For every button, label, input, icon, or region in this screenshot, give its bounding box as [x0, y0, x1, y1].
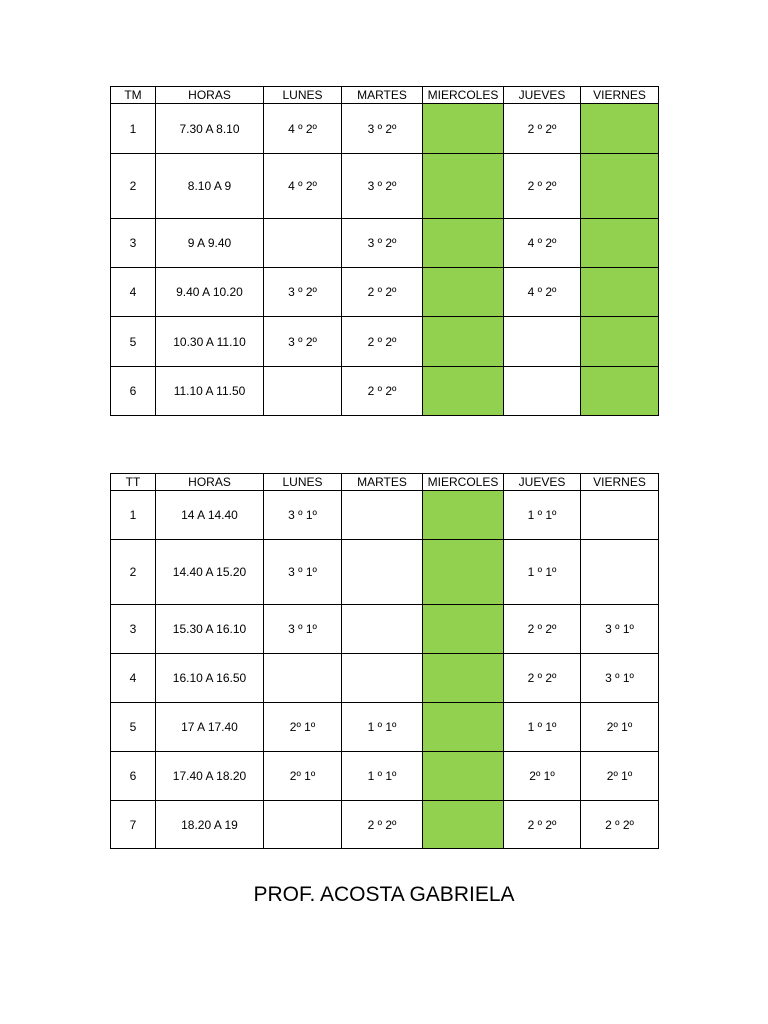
cell-viernes: 3 º 1º	[581, 605, 659, 654]
cell-jueves	[504, 367, 581, 416]
cell-lunes	[264, 654, 342, 703]
cell-hours: 17.40 A 18.20	[156, 752, 264, 801]
cell-hours: 11.10 A 11.50	[156, 367, 264, 416]
header-jueves: JUEVES	[504, 474, 581, 491]
table-row	[111, 154, 659, 219]
header-martes: MARTES	[342, 474, 423, 491]
table-row	[111, 752, 659, 801]
cell-jueves: 2º 1º	[504, 752, 581, 801]
cell-lunes: 3 º 2º	[264, 268, 342, 317]
cell-num: 3	[111, 605, 156, 654]
cell-martes	[342, 540, 423, 605]
cell-hours: 9 A 9.40	[156, 219, 264, 268]
cell-num: 4	[111, 654, 156, 703]
afternoon-schedule-table	[110, 473, 659, 849]
cell-viernes	[581, 317, 659, 367]
cell-jueves: 4 º 2º	[504, 268, 581, 317]
table-row	[111, 540, 659, 605]
cell-martes: 1 º 1º	[342, 703, 423, 752]
cell-hours: 15.30 A 16.10	[156, 605, 264, 654]
cell-hours: 17 A 17.40	[156, 703, 264, 752]
cell-miercoles	[423, 367, 504, 416]
table-row	[111, 317, 659, 367]
table-row	[111, 801, 659, 849]
table-row	[111, 367, 659, 416]
header-martes: MARTES	[342, 87, 423, 104]
cell-num: 5	[111, 703, 156, 752]
cell-lunes	[264, 219, 342, 268]
table-row	[111, 605, 659, 654]
cell-hours: 7.30 A 8.10	[156, 104, 264, 154]
cell-martes	[342, 491, 423, 540]
cell-viernes	[581, 154, 659, 219]
cell-lunes: 2º 1º	[264, 703, 342, 752]
cell-miercoles	[423, 219, 504, 268]
cell-miercoles	[423, 654, 504, 703]
cell-hours: 14 A 14.40	[156, 491, 264, 540]
cell-lunes: 4 º 2º	[264, 104, 342, 154]
cell-num: 2	[111, 154, 156, 219]
cell-miercoles	[423, 801, 504, 849]
cell-viernes	[581, 104, 659, 154]
cell-martes: 2 º 2º	[342, 317, 423, 367]
cell-lunes: 2º 1º	[264, 752, 342, 801]
cell-viernes	[581, 219, 659, 268]
cell-num: 4	[111, 268, 156, 317]
table-row	[111, 703, 659, 752]
cell-martes: 3 º 2º	[342, 219, 423, 268]
cell-martes: 2 º 2º	[342, 367, 423, 416]
cell-martes: 3 º 2º	[342, 154, 423, 219]
table-row	[111, 491, 659, 540]
cell-num: 7	[111, 801, 156, 849]
cell-lunes	[264, 801, 342, 849]
cell-jueves: 2 º 2º	[504, 605, 581, 654]
cell-jueves: 2 º 2º	[504, 801, 581, 849]
cell-hours: 16.10 A 16.50	[156, 654, 264, 703]
cell-viernes: 2º 1º	[581, 703, 659, 752]
cell-viernes: 3 º 1º	[581, 654, 659, 703]
cell-jueves: 2 º 2º	[504, 104, 581, 154]
cell-num: 2	[111, 540, 156, 605]
cell-miercoles	[423, 752, 504, 801]
morning-schedule-table	[110, 86, 659, 416]
cell-num: 5	[111, 317, 156, 367]
cell-hours: 10.30 A 11.10	[156, 317, 264, 367]
cell-num: 6	[111, 752, 156, 801]
header-hours: HORAS	[156, 87, 264, 104]
cell-martes: 1 º 1º	[342, 752, 423, 801]
cell-viernes	[581, 367, 659, 416]
header-lunes: LUNES	[264, 87, 342, 104]
header-hours: HORAS	[156, 474, 264, 491]
cell-miercoles	[423, 703, 504, 752]
cell-martes	[342, 654, 423, 703]
cell-viernes: 2º 1º	[581, 752, 659, 801]
cell-lunes: 4 º 2º	[264, 154, 342, 219]
cell-martes	[342, 605, 423, 654]
header-shift: TM	[111, 87, 156, 104]
teacher-signature: PROF. ACOSTA GABRIELA	[253, 883, 515, 906]
cell-hours: 8.10 A 9	[156, 154, 264, 219]
cell-martes: 2 º 2º	[342, 268, 423, 317]
cell-lunes: 3 º 1º	[264, 605, 342, 654]
cell-jueves: 4 º 2º	[504, 219, 581, 268]
table-header-row	[111, 474, 659, 491]
cell-miercoles	[423, 104, 504, 154]
header-viernes: VIERNES	[581, 474, 659, 491]
cell-miercoles	[423, 154, 504, 219]
table-row	[111, 268, 659, 317]
cell-miercoles	[423, 268, 504, 317]
cell-jueves: 1 º 1º	[504, 703, 581, 752]
header-miercoles: MIERCOLES	[423, 87, 504, 104]
cell-martes: 2 º 2º	[342, 801, 423, 849]
cell-martes: 3 º 2º	[342, 104, 423, 154]
cell-jueves: 1 º 1º	[504, 491, 581, 540]
cell-num: 6	[111, 367, 156, 416]
cell-lunes: 3 º 1º	[264, 540, 342, 605]
header-miercoles: MIERCOLES	[423, 474, 504, 491]
cell-hours: 14.40 A 15.20	[156, 540, 264, 605]
cell-lunes	[264, 367, 342, 416]
cell-num: 3	[111, 219, 156, 268]
table-row	[111, 654, 659, 703]
cell-viernes	[581, 268, 659, 317]
cell-hours: 9.40 A 10.20	[156, 268, 264, 317]
cell-hours: 18.20 A 19	[156, 801, 264, 849]
cell-lunes: 3 º 2º	[264, 317, 342, 367]
table-header-row	[111, 87, 659, 104]
cell-num: 1	[111, 491, 156, 540]
cell-miercoles	[423, 540, 504, 605]
cell-viernes: 2 º 2º	[581, 801, 659, 849]
cell-jueves: 2 º 2º	[504, 654, 581, 703]
cell-num: 1	[111, 104, 156, 154]
header-jueves: JUEVES	[504, 87, 581, 104]
cell-jueves: 1 º 1º	[504, 540, 581, 605]
header-viernes: VIERNES	[581, 87, 659, 104]
cell-lunes: 3 º 1º	[264, 491, 342, 540]
cell-viernes	[581, 491, 659, 540]
cell-jueves	[504, 317, 581, 367]
table-row	[111, 219, 659, 268]
cell-miercoles	[423, 605, 504, 654]
table-row	[111, 104, 659, 154]
cell-miercoles	[423, 491, 504, 540]
cell-viernes	[581, 540, 659, 605]
header-lunes: LUNES	[264, 474, 342, 491]
cell-jueves: 2 º 2º	[504, 154, 581, 219]
cell-miercoles	[423, 317, 504, 367]
header-shift: TT	[111, 474, 156, 491]
